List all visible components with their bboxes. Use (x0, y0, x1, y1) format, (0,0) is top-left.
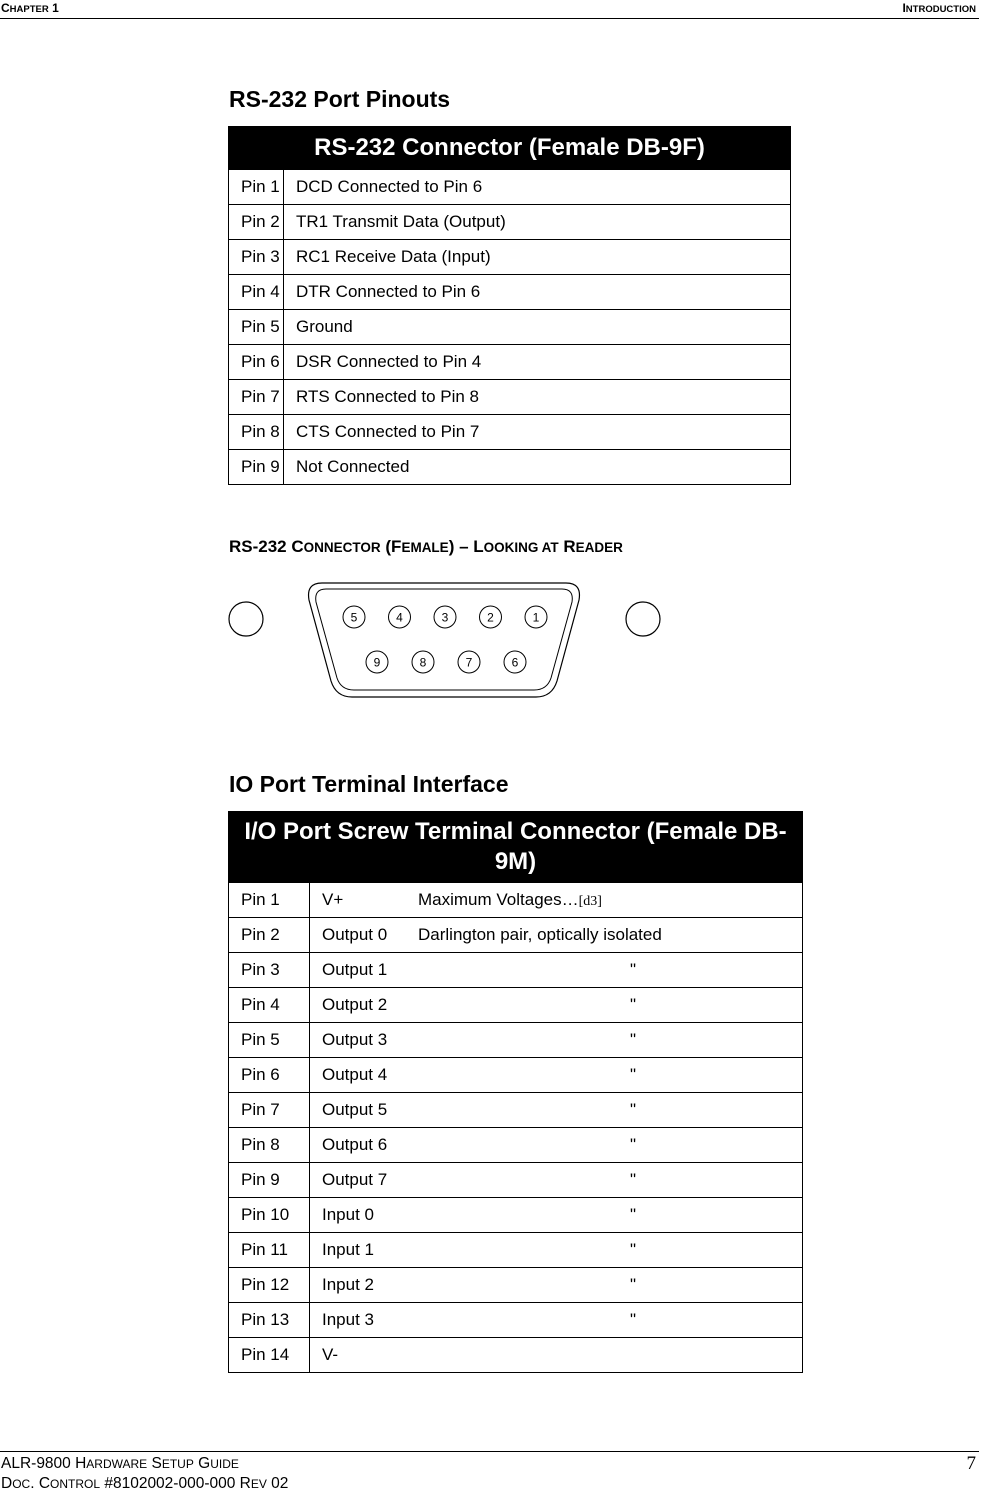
pin-3-label: 3 (441, 610, 449, 625)
table-row (229, 275, 791, 310)
description-cell: DTR Connected to Pin 6 (284, 275, 791, 310)
table-row (229, 170, 791, 205)
ditto-mark: " (630, 1065, 637, 1084)
pin-cell: Pin 6 (229, 1058, 310, 1093)
description-cell: DCD Connected to Pin 6 (284, 170, 791, 205)
signal-cell (310, 1338, 803, 1373)
pin-cell: Pin 1 (229, 170, 284, 205)
pin-cell: Pin 7 (229, 380, 284, 415)
signal-name: Output 5 (322, 1100, 388, 1119)
pin-cell: Pin 2 (229, 205, 284, 240)
table-row (229, 1268, 803, 1303)
signal-cell (310, 1268, 803, 1303)
io-heading: IO Port Terminal Interface (229, 771, 509, 797)
pin-cell: Pin 7 (229, 1093, 310, 1128)
section-label: INTRODUCTION (902, 1, 976, 15)
pin-cell: Pin 9 (229, 450, 284, 485)
ditto-mark: " (630, 1135, 637, 1154)
table-row (229, 380, 791, 415)
pin-cell: Pin 3 (229, 240, 284, 275)
signal-name: Output 6 (322, 1135, 388, 1154)
connector-shell-inner (316, 589, 573, 690)
pin-cell: Pin 5 (229, 1023, 310, 1058)
ditto-mark: " (630, 1170, 637, 1189)
signal-cell (310, 1198, 803, 1233)
ditto-mark: " (630, 1240, 637, 1259)
footer-doc-control: DOC. CONTROL #8102002-000-000 REV 02 (1, 1475, 289, 1492)
signal-name: Output 3 (322, 1030, 388, 1049)
table-row (229, 953, 803, 988)
db9-connector-diagram (222, 578, 672, 703)
signal-cell (310, 1303, 803, 1338)
signal-cell (310, 1128, 803, 1163)
pin-cell: Pin 2 (229, 918, 310, 953)
table-row (229, 883, 803, 918)
table-row (229, 1303, 803, 1338)
pin-cell: Pin 8 (229, 415, 284, 450)
ditto-mark: " (630, 1030, 637, 1049)
rs232-heading: RS-232 Port Pinouts (229, 86, 451, 112)
table-row (229, 450, 791, 485)
signal-name: Input 3 (322, 1310, 374, 1329)
pin-cell: Pin 4 (229, 988, 310, 1023)
pin-2-label: 2 (487, 610, 494, 625)
signal-cell (310, 1023, 803, 1058)
pin-cell: Pin 5 (229, 310, 284, 345)
table-row (229, 1058, 803, 1093)
pin-8-label: 8 (419, 655, 427, 670)
pin-cell: Pin 6 (229, 345, 284, 380)
description-cell: CTS Connected to Pin 7 (284, 415, 791, 450)
footer-rule (0, 1451, 979, 1452)
io-terminal-table (228, 811, 803, 1373)
footer-guide-title: ALR-9800 HARDWARE SETUP GUIDE (1, 1455, 239, 1472)
pin-cell: Pin 3 (229, 953, 310, 988)
signal-name: Input 0 (322, 1205, 374, 1224)
description-cell: Not Connected (284, 450, 791, 485)
table-row (229, 1128, 803, 1163)
comment-reference: [d3] (578, 894, 602, 909)
pin-6-label: 6 (511, 655, 519, 670)
description-cell: RTS Connected to Pin 8 (284, 380, 791, 415)
pin-cell: Pin 12 (229, 1268, 310, 1303)
table-row (229, 1163, 803, 1198)
signal-name: Output 0 (322, 925, 388, 944)
signal-cell (310, 1058, 803, 1093)
pin-cell: Pin 8 (229, 1128, 310, 1163)
pin-7-label: 7 (465, 655, 473, 670)
left-mounting-hole (229, 602, 263, 636)
table-row (229, 988, 803, 1023)
table-row (229, 1093, 803, 1128)
connector-heading: RS-232 CONNECTOR (FEMALE) – LOOKING AT READER (229, 537, 623, 556)
table-row (229, 1023, 803, 1058)
pin-5-label: 5 (350, 610, 358, 625)
connector-shell-outer (309, 583, 580, 697)
signal-cell (310, 1093, 803, 1128)
signal-name: Output 7 (322, 1170, 388, 1189)
signal-cell (310, 988, 803, 1023)
signal-description: Maximum Voltages… (418, 890, 579, 909)
signal-cell (310, 918, 803, 953)
signal-cell (310, 1163, 803, 1198)
ditto-mark: " (630, 1205, 637, 1224)
ditto-mark: " (630, 995, 637, 1014)
pin-cell: Pin 14 (229, 1338, 310, 1373)
table-row (229, 1233, 803, 1268)
description-cell: DSR Connected to Pin 4 (284, 345, 791, 380)
chapter-label: CHAPTER 1 (1, 1, 59, 15)
table-row (229, 1198, 803, 1233)
signal-name: Output 2 (322, 995, 388, 1014)
pin-cell: Pin 1 (229, 883, 310, 918)
ditto-mark: " (630, 1100, 637, 1119)
page-number: 7 (966, 1453, 976, 1474)
table-row (229, 1338, 803, 1373)
table-row (229, 310, 791, 345)
signal-name: V+ (322, 890, 344, 909)
signal-cell (310, 1233, 803, 1268)
signal-name: Input 1 (322, 1240, 374, 1259)
table-row (229, 240, 791, 275)
ditto-mark: " (630, 1275, 637, 1294)
table-row (229, 918, 803, 953)
description-cell: TR1 Transmit Data (Output) (284, 205, 791, 240)
signal-description: Darlington pair, optically isolated (418, 925, 662, 944)
pin-4-label: 4 (396, 610, 403, 625)
description-cell: Ground (284, 310, 791, 345)
rs232-table-title: RS-232 Connector (Female DB-9F) (229, 127, 791, 170)
pin-cell: Pin 4 (229, 275, 284, 310)
pin-9-label: 9 (373, 655, 381, 670)
pin-1-label: 1 (532, 610, 540, 625)
pin-cell: Pin 13 (229, 1303, 310, 1338)
io-table-title: I/O Port Screw Terminal Connector (Female DB-9M) (229, 812, 803, 883)
ditto-mark: " (630, 960, 637, 979)
pin-cell: Pin 10 (229, 1198, 310, 1233)
table-row (229, 205, 791, 240)
signal-name: Input 2 (322, 1275, 374, 1294)
signal-cell (310, 953, 803, 988)
signal-name: Output 1 (322, 960, 388, 979)
rs232-pinout-table (228, 126, 791, 485)
table-row (229, 415, 791, 450)
pin-cell: Pin 9 (229, 1163, 310, 1198)
signal-name: V- (322, 1345, 339, 1364)
description-cell: RC1 Receive Data (Input) (284, 240, 791, 275)
running-header (0, 0, 979, 19)
table-row (229, 345, 791, 380)
signal-cell (310, 883, 803, 918)
right-mounting-hole (626, 602, 660, 636)
pin-cell: Pin 11 (229, 1233, 310, 1268)
ditto-mark: " (630, 1310, 637, 1329)
signal-name: Output 4 (322, 1065, 388, 1084)
